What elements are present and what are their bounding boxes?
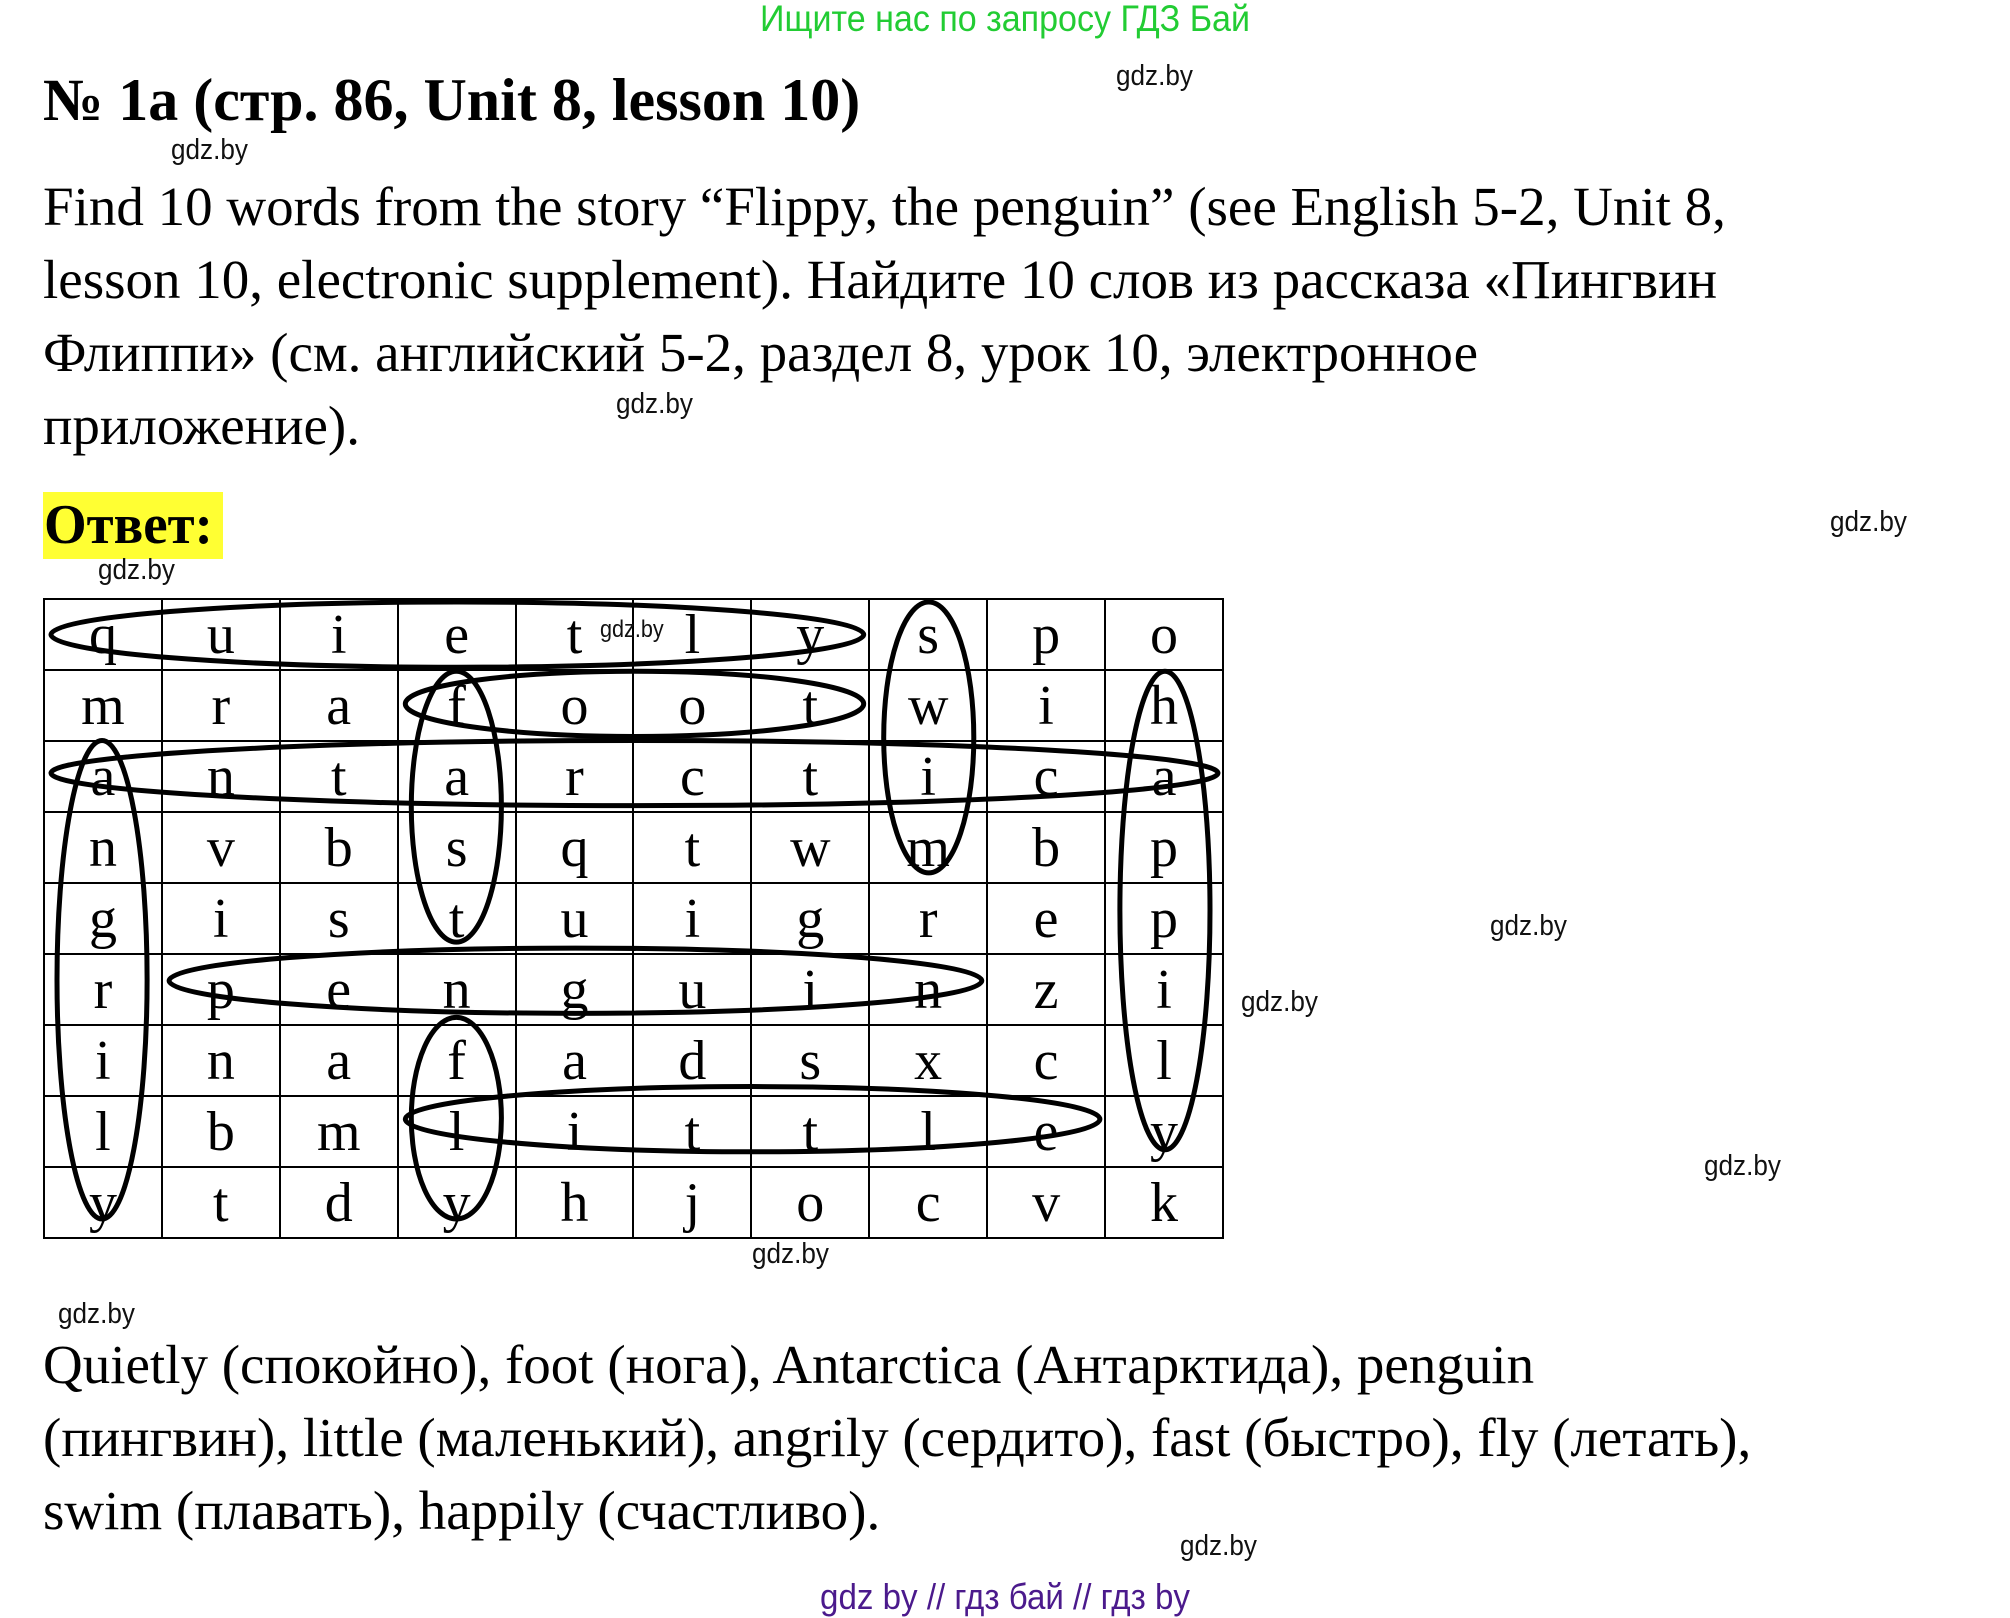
grid-cell: t xyxy=(751,1096,869,1167)
grid-row xyxy=(44,1167,1223,1238)
grid-cell: d xyxy=(280,1167,398,1238)
grid-row xyxy=(44,1025,1223,1096)
grid-cell: e xyxy=(280,954,398,1025)
grid-cell: l xyxy=(869,1096,987,1167)
grid-cell: o xyxy=(1105,599,1223,670)
grid-cell: h xyxy=(516,1167,634,1238)
grid-cell: t xyxy=(633,1096,751,1167)
grid-cell: m xyxy=(44,670,162,741)
grid-cell: h xyxy=(1105,670,1223,741)
grid-cell: e xyxy=(398,599,516,670)
instructions-line: lesson 10, electronic supplement). Найдите 10 слов из рассказа «Пингвин xyxy=(43,249,1718,310)
word-search-table xyxy=(43,598,1224,1239)
grid-cell: y xyxy=(44,1167,162,1238)
grid-cell: a xyxy=(44,741,162,812)
grid-cell: l xyxy=(633,599,751,670)
instructions-line: Find 10 words from the story “Flippy, the penguin” (see English 5-2, Unit 8, xyxy=(43,176,1726,237)
watermark: gdz.by xyxy=(600,616,664,643)
grid-cell: f xyxy=(398,670,516,741)
grid-cell: v xyxy=(987,1167,1105,1238)
grid-cell: r xyxy=(516,741,634,812)
grid-row xyxy=(44,883,1223,954)
grid-cell: q xyxy=(44,599,162,670)
grid-cell: y xyxy=(398,1167,516,1238)
grid-cell: l xyxy=(1105,1025,1223,1096)
grid-cell: s xyxy=(398,812,516,883)
watermark: gdz.by xyxy=(1116,60,1193,92)
grid-cell: f xyxy=(398,1025,516,1096)
grid-cell: d xyxy=(633,1025,751,1096)
watermark: gdz.by xyxy=(171,134,248,166)
grid-cell: q xyxy=(516,812,634,883)
grid-cell: z xyxy=(987,954,1105,1025)
footer-links: gdz by // гдз бай // гдз by xyxy=(820,1576,1190,1617)
grid-cell: n xyxy=(869,954,987,1025)
word-search-grid xyxy=(43,598,1224,1234)
grid-cell: n xyxy=(162,1025,280,1096)
grid-cell: y xyxy=(751,599,869,670)
grid-cell: i xyxy=(280,599,398,670)
grid-cell: i xyxy=(516,1096,634,1167)
search-hint-banner: Ищите нас по запросу ГДЗ Бай xyxy=(760,0,1250,39)
grid-cell: t xyxy=(516,599,634,670)
grid-cell: i xyxy=(44,1025,162,1096)
grid-cell: l xyxy=(44,1096,162,1167)
grid-cell: p xyxy=(987,599,1105,670)
grid-cell: t xyxy=(162,1167,280,1238)
grid-cell: g xyxy=(516,954,634,1025)
grid-cell: j xyxy=(633,1167,751,1238)
grid-cell: r xyxy=(162,670,280,741)
exercise-title: № 1a (стр. 86, Unit 8, lesson 10) xyxy=(43,67,861,133)
grid-cell: a xyxy=(398,741,516,812)
grid-cell: u xyxy=(633,954,751,1025)
grid-cell: s xyxy=(869,599,987,670)
grid-cell: a xyxy=(1105,741,1223,812)
grid-cell: r xyxy=(44,954,162,1025)
answer-word-list xyxy=(43,1328,1751,1547)
grid-cell: p xyxy=(1105,812,1223,883)
grid-cell: g xyxy=(44,883,162,954)
grid-cell: b xyxy=(987,812,1105,883)
grid-cell: s xyxy=(280,883,398,954)
answer-line: Quietly (спокойно), foot (нога), Antarctica (Антарктида), penguin xyxy=(43,1334,1535,1395)
answer-label xyxy=(43,492,223,559)
grid-cell: c xyxy=(633,741,751,812)
grid-cell: i xyxy=(1105,954,1223,1025)
grid-cell: a xyxy=(280,1025,398,1096)
grid-cell: w xyxy=(869,670,987,741)
grid-cell: t xyxy=(633,812,751,883)
watermark: gdz.by xyxy=(1830,506,1907,538)
grid-cell: x xyxy=(869,1025,987,1096)
grid-cell: w xyxy=(751,812,869,883)
grid-row xyxy=(44,812,1223,883)
grid-cell: o xyxy=(751,1167,869,1238)
watermark: gdz.by xyxy=(58,1298,135,1330)
grid-cell: i xyxy=(751,954,869,1025)
grid-cell: n xyxy=(398,954,516,1025)
grid-cell: m xyxy=(280,1096,398,1167)
grid-row xyxy=(44,741,1223,812)
watermark: gdz.by xyxy=(1241,986,1318,1018)
grid-cell: o xyxy=(516,670,634,741)
grid-cell: u xyxy=(162,599,280,670)
watermark: gdz.by xyxy=(1490,910,1567,942)
grid-cell: r xyxy=(869,883,987,954)
answer-line: swim (плавать), happily (счастливо). xyxy=(43,1480,881,1541)
grid-cell: t xyxy=(751,670,869,741)
grid-cell: n xyxy=(44,812,162,883)
grid-cell: p xyxy=(162,954,280,1025)
grid-cell: a xyxy=(280,670,398,741)
grid-cell: u xyxy=(516,883,634,954)
watermark: gdz.by xyxy=(752,1238,829,1270)
grid-row xyxy=(44,670,1223,741)
watermark: gdz.by xyxy=(98,554,175,586)
grid-cell: s xyxy=(751,1025,869,1096)
grid-cell: v xyxy=(162,812,280,883)
grid-cell: t xyxy=(751,741,869,812)
watermark: gdz.by xyxy=(1704,1150,1781,1182)
grid-cell: i xyxy=(987,670,1105,741)
grid-cell: p xyxy=(1105,883,1223,954)
watermark: gdz.by xyxy=(1180,1530,1257,1562)
grid-cell: k xyxy=(1105,1167,1223,1238)
grid-cell: g xyxy=(751,883,869,954)
grid-row xyxy=(44,954,1223,1025)
grid-cell: i xyxy=(162,883,280,954)
answer-label-text: Ответ: xyxy=(43,494,213,556)
grid-cell: y xyxy=(1105,1096,1223,1167)
grid-cell: o xyxy=(633,670,751,741)
grid-cell: c xyxy=(987,1025,1105,1096)
instructions-line: Флиппи» (см. английский 5-2, раздел 8, урок 10, электронное xyxy=(43,322,1478,383)
grid-cell: t xyxy=(398,883,516,954)
grid-cell: i xyxy=(633,883,751,954)
grid-cell: e xyxy=(987,883,1105,954)
watermark: gdz.by xyxy=(616,388,693,420)
grid-cell: b xyxy=(162,1096,280,1167)
grid-cell: i xyxy=(869,741,987,812)
grid-cell: l xyxy=(398,1096,516,1167)
answer-line: (пингвин), little (маленький), angrily (сердито), fast (быстро), fly (летать), xyxy=(43,1407,1752,1468)
exercise-instructions xyxy=(43,170,1726,462)
grid-cell: n xyxy=(162,741,280,812)
grid-row xyxy=(44,1096,1223,1167)
grid-cell: t xyxy=(280,741,398,812)
grid-cell: a xyxy=(516,1025,634,1096)
grid-cell: c xyxy=(869,1167,987,1238)
grid-cell: m xyxy=(869,812,987,883)
grid-cell: c xyxy=(987,741,1105,812)
grid-cell: e xyxy=(987,1096,1105,1167)
grid-cell: b xyxy=(280,812,398,883)
instructions-line: приложение). xyxy=(43,395,360,456)
